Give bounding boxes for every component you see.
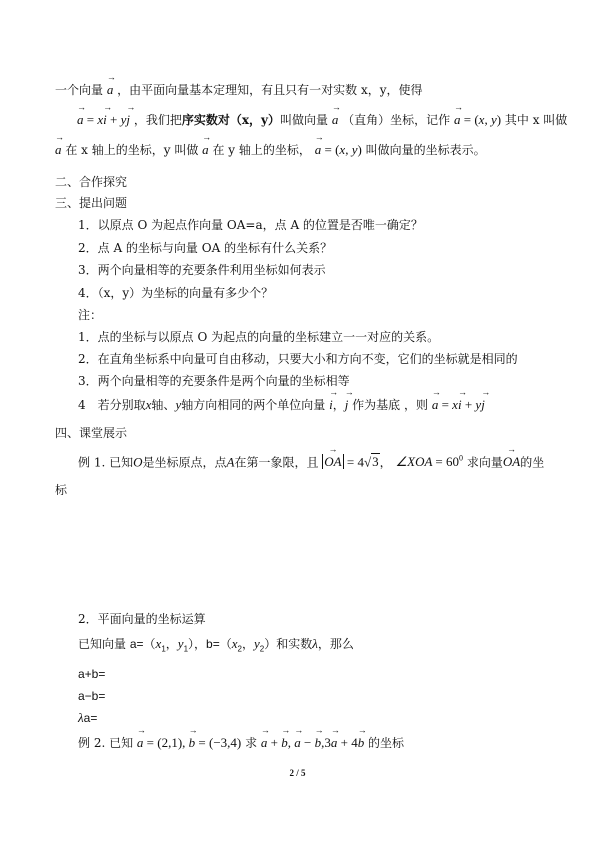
page-number: 2 / 5 [289, 768, 306, 778]
formula-a-eq-xy-2: → a = (x, y) [315, 142, 362, 157]
formula-a-eq-xy: → a = (x, y) [454, 112, 501, 127]
note-1: 1．点的坐标与以原点 O 为起点的向量的坐标建立一一对应的关系。 [78, 330, 440, 344]
example-2: 例 2. 已知 → a = (2,1), → b = (−3,4) 求 → a + → b, → a − → b,3→ a + 4→ b 的坐标 [78, 735, 404, 751]
op-scalar: λa= [78, 710, 98, 725]
section-heading-4: 四、课堂展示 [55, 426, 128, 440]
section-heading-2: 二、合作探究 [55, 175, 128, 189]
intro-line-2: → a = x→ i + y→ j ，我们把序实数对（x，y）叫做向量 → a （直角）坐标，记作 → a = (x, y) 其中 x 叫做 [77, 112, 567, 128]
note-2: 2．在直角坐标系中向量可自由移动，只要大小和方向不变，它们的坐标就是相同的 [78, 352, 518, 366]
example-1: 例 1. 已知O是坐标原点，点A在第一象限，且 → OA = 4√3， ∠XOA = $60^0$ 求向量→ OA的坐 [78, 451, 544, 470]
question-3: 3．两个向量相等的充要条件利用坐标如何表示 [78, 263, 326, 277]
subsection-coordinate-ops: 2．平面向量的坐标运算 [78, 612, 206, 626]
question-2: 2．点 A 的坐标与向量 OA 的坐标有什么关系？ [78, 241, 333, 255]
op-diff: a−b= [78, 689, 106, 703]
example-1-cont: 标 [55, 483, 68, 497]
vector-a: → a [107, 82, 114, 98]
note-3: 3．两个向量相等的充要条件是两个向量的坐标相等 [78, 374, 350, 388]
question-4: 4．（x，y）为坐标的向量有多少个？ [78, 286, 274, 300]
note-label: 注： [78, 308, 103, 322]
intro-line-3: → a 在 x 轴上的坐标，y 叫做 → a 在 y 轴上的坐标， → a = (x, y) 叫做向量的坐标表示。 [55, 142, 486, 158]
note-4: 4 若分别取x轴、y轴方向相同的两个单位向量 → i，→ j 作为基底 ，则 → a = x→ i + y→ j [78, 397, 485, 413]
intro-line-1: 一个向量 → a ，由平面向量基本定理知，有且只有一对实数 x，y，使得 [55, 82, 423, 98]
formula-a-eq-xi-yj: → a = x→ i + y→ j [77, 112, 130, 127]
question-1: 1．以原点 O 为起点作向量 OA=a，点 A 的位置是否唯一确定？ [78, 218, 423, 232]
op-sum: a+b= [78, 667, 106, 681]
ops-intro: 已知向量 $a=(x_1$，$y_1$），$b=(x_2$，$y_2$）和实数λ，那么 [78, 636, 354, 654]
section-heading-3: 三、提出问题 [55, 196, 128, 210]
